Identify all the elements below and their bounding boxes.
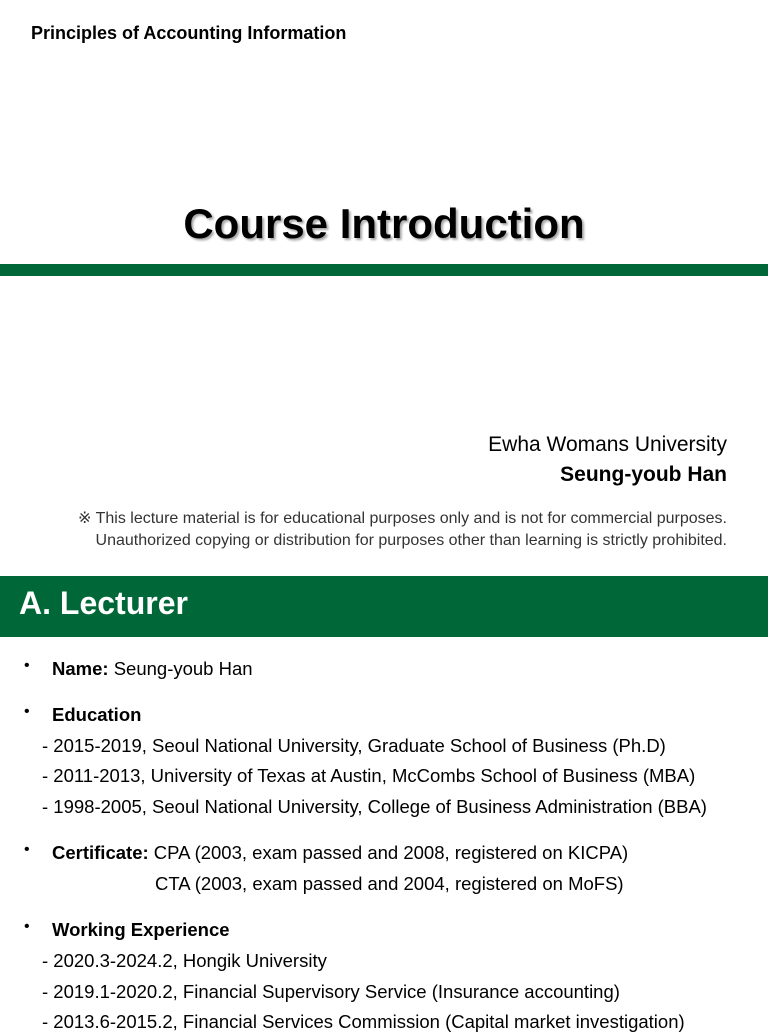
education-item: - 2011-2013, University of Texas at Austin, McCombs School of Business (MBA) [42, 765, 696, 786]
course-name: Principles of Accounting Information [31, 23, 347, 43]
name-value: Seung-youb Han [108, 658, 253, 679]
work-item: - 2013.6-2015.2, Financial Services Commission (Capital market investigation) [42, 1011, 685, 1032]
bullet-icon: • [24, 703, 30, 720]
education-item: - 1998-2005, Seoul National University, College of Business Administration (BBA) [42, 796, 707, 817]
certificate-label: Certificate: [52, 842, 149, 863]
certificate-value: CPA (2003, exam passed and 2008, registered on KICPA) [148, 842, 629, 863]
work-label: Working Experience [52, 919, 230, 940]
university-name: Ewha Womans University [488, 433, 727, 456]
name-label: Name: [52, 658, 109, 679]
notice-line-1: ※ This lecture material is for educational purposes only and is not for commercial purposes. [78, 510, 727, 527]
bullet-icon: • [24, 841, 30, 858]
bullet-icon: • [24, 918, 30, 935]
title-divider [0, 264, 768, 276]
work-item: - 2019.1-2020.2, Financial Supervisory Service (Insurance accounting) [42, 981, 620, 1002]
page-title: Course Introduction [183, 200, 585, 247]
section-title: A. Lecturer [19, 585, 188, 621]
education-item: - 2015-2019, Seoul National University, Graduate School of Business (Ph.D) [42, 735, 666, 756]
copyright-notice [78, 508, 727, 552]
work-item: - 2020.3-2024.2, Hongik University [42, 950, 327, 971]
name-line [52, 657, 253, 681]
author-name: Seung-youb Han [560, 463, 727, 486]
notice-line-2: Unauthorized copying or distribution for purposes other than learning is strictly prohibited. [95, 532, 727, 549]
certificate-value: CTA (2003, exam passed and 2004, registered on MoFS) [155, 873, 624, 894]
education-label: Education [52, 704, 142, 725]
bullet-icon: • [24, 657, 30, 674]
certificate-line [52, 841, 628, 865]
